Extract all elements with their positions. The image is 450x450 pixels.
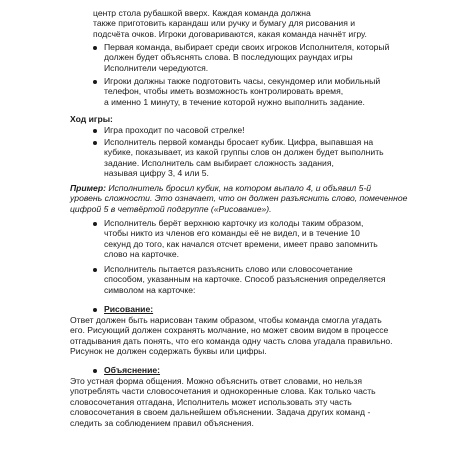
section-heading: Рисование: (104, 304, 154, 314)
text-line: Рисунок не должен содержать буквы или цифры. (70, 346, 267, 357)
text-line: Исполнители чередуются. (104, 62, 209, 73)
text-line: Это устная форма общения. Можно объяснить ответ словами, но нельзя (70, 376, 362, 386)
list-item (104, 264, 385, 295)
bullet-icon (93, 268, 97, 272)
text-line (70, 183, 407, 193)
text-line: а именно 1 минуту, в течение которой нужно выполнить задание. (104, 96, 365, 107)
text-line: уровень сложности. Это означает, что он должен разъяснить слово, помеченное (70, 193, 408, 204)
text-line: секунд до того, как начался отсчет времени, имеет право запомнить (104, 238, 378, 249)
text-line: называя цифру 3, 4 или 5. (104, 168, 209, 179)
section-heading: Объяснение: (104, 365, 161, 375)
explanation-heading-item (104, 365, 160, 375)
example-text: Исполнитель бросил кубик, на котором выпало 4, и объявил 5-й (105, 183, 372, 193)
text-line: Ответ должен быть нарисован таким образом, чтобы команда смогла угадать (70, 315, 382, 325)
drawing-paragraph (70, 315, 393, 357)
bullet-icon (93, 369, 97, 373)
text-line: чтобы никто из членов его команды её не видел, и в течение 10 (104, 228, 360, 239)
list-item (104, 218, 378, 260)
text-line: цифрой 5 в четвёртой подгруппе («Рисование»). (70, 203, 272, 214)
bullet-icon (93, 129, 97, 133)
text-line: телефон, чтобы иметь возможность контролировать время, (104, 86, 344, 97)
text-line: Игроки должны также подготовить часы, секундомер или мобильный (104, 76, 381, 86)
text-line: задание. Исполнитель сам выбирает сложность задания, (104, 157, 334, 168)
text-line: слово на карточке. (104, 249, 179, 260)
text-line: Исполнитель берёт верхнюю карточку из колоды таким образом, (104, 218, 364, 228)
section-heading: Ход игры: (70, 114, 113, 124)
explanation-paragraph (70, 376, 376, 428)
bullet-icon (93, 46, 97, 50)
text-line: центр стола рубашкой вверх. Каждая команда должна (93, 8, 311, 18)
text-line: Первая команда, выбирает среди своих игроков Исполнителя, который (104, 42, 390, 52)
text-line: словосочетания отгадана, Исполнитель может использовать эту часть (70, 396, 352, 407)
text-line: употреблять части словосочетания и однокоренные слова. Как только часть (70, 386, 376, 397)
example-paragraph (70, 183, 407, 214)
text-line: также приготовить карандаш или ручку и бумагу для рисования и (93, 18, 356, 29)
text-line: способом, указанным на карточке. Способ разъяснения определяется (104, 274, 386, 285)
drawing-heading-item (104, 304, 153, 314)
example-label: Пример: (70, 183, 106, 193)
text-line: словосочетания в своем дальнейшем объяснении. Задача других команд - (70, 407, 371, 418)
text-line: отгадывания дать понять, что его команда одну часть слова угадала правильно. (70, 335, 393, 346)
text-line: подсчёта очков. Игроки договариваются, какая команда начнёт игру. (93, 28, 367, 39)
list-item (104, 42, 389, 73)
text-line: Исполнитель первой команды бросает кубик. Цифра, выпавшая на (104, 137, 374, 147)
bullet-icon (93, 308, 97, 312)
bullet-icon (93, 80, 97, 84)
list-item (104, 137, 384, 179)
text-line: Игра проходит по часовой стрелке! (104, 125, 245, 135)
intro-paragraph (93, 8, 367, 39)
bullet-icon (93, 222, 97, 226)
text-line: его. Рисующий должен сохранять молчание, но может своим видом в процессе (70, 325, 389, 336)
text-line: кубике, показывает, из какой группы слов он должен будет выполнить (104, 147, 384, 158)
text-line: Исполнитель пытается разъяснить слово или словосочетание (104, 264, 353, 274)
text-line: должен будет объяснять слова. В последующих раундах игры (104, 52, 353, 63)
list-item (104, 76, 380, 107)
list-item (104, 125, 245, 135)
text-line: символом на карточке: (104, 284, 196, 295)
text-line: следить за соблюдением правил объяснения. (70, 417, 254, 428)
bullet-icon (93, 141, 97, 145)
